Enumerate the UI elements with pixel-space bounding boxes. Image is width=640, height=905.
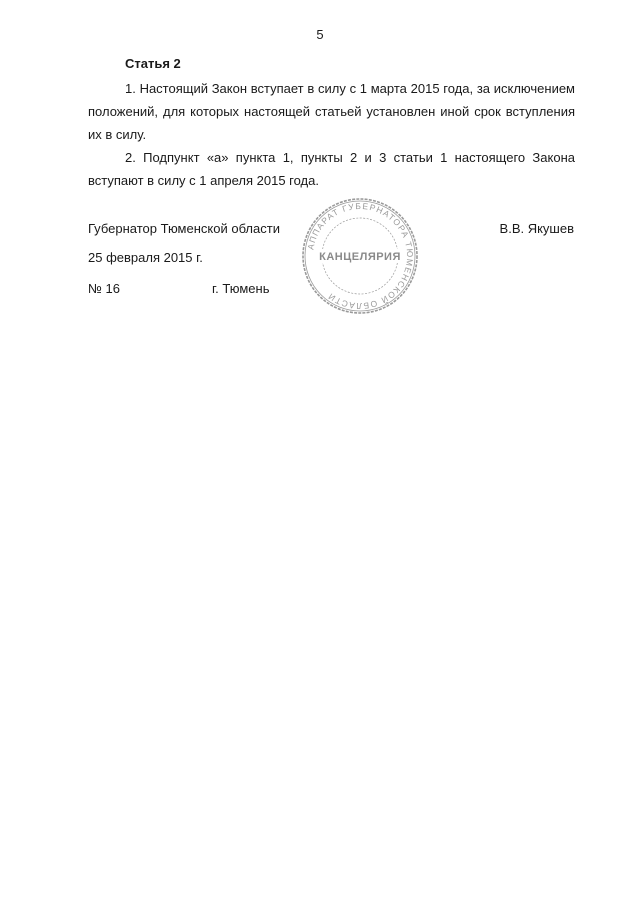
stamp-ring-text: АППАРАТ ГУБЕРНАТОРА ТЮМЕНСКОЙ ОБЛАСТИ (305, 200, 416, 312)
article-paragraph-2 (88, 146, 575, 192)
page-number: 5 (316, 27, 324, 42)
signatory-title: Губернатор Тюменской области (88, 221, 280, 236)
article-paragraph-1 (88, 77, 575, 146)
signing-date: 25 февраля 2015 г. (88, 250, 203, 265)
signing-city: г. Тюмень (212, 281, 270, 296)
paragraph-2-text: 2. Подпункт «а» пункта 1, пункты 2 и 3 статьи 1 настоящего Закона вступают в силу с 1 апреля 2015 года. (88, 150, 575, 188)
stamp-center-text: КАНЦЕЛЯРИЯ (319, 251, 401, 263)
law-number: № 16 (88, 281, 121, 296)
signatory-name: В.В. Якушев (499, 221, 574, 236)
official-stamp (300, 196, 420, 316)
paragraph-1-text: 1. Настоящий Закон вступает в силу с 1 марта 2015 года, за исключением положений, для которых настоящей статьей установлен иной срок вступления их в силу. (88, 81, 575, 142)
article-heading: Статья 2 (125, 56, 181, 71)
